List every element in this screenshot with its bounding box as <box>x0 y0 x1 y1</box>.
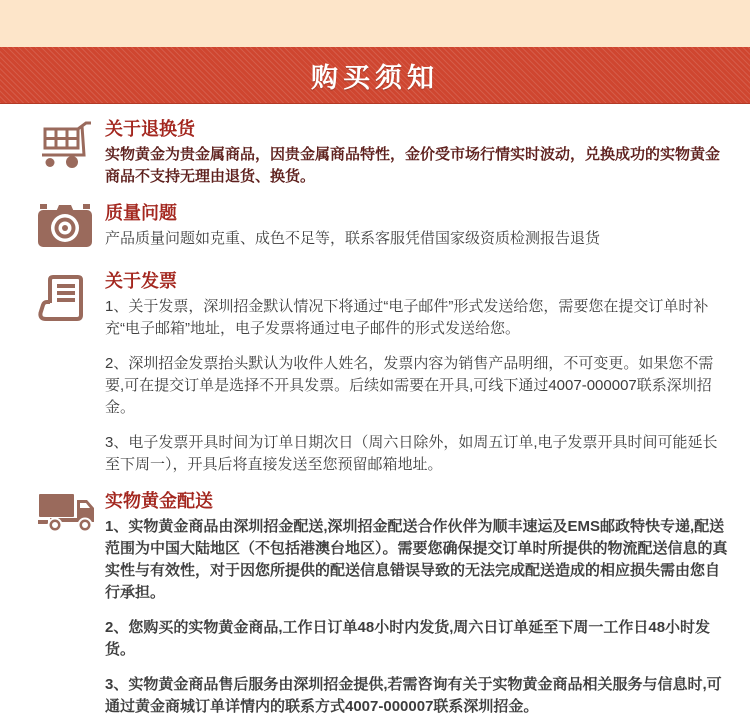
section-delivery <box>37 489 728 718</box>
section-title: 关于退换货 <box>105 119 195 139</box>
section-paragraph: 1、实物黄金商品由深圳招金配送,深圳招金配送合作伙伴为顺丰速运及EMS邮政特快专递,配送范围为中国大陆地区（不包括港澳台地区）。需要您确保提交订单时所提供的物流配送信息的真实性与有效性，对于因您所提供的配送信息错误导致的无法完成配送造成的相应损失需由您自行承担。 <box>105 518 728 601</box>
truck-icon <box>37 489 95 540</box>
section-paragraph: 2、您购买的实物黄金商品,工作日订单48小时内发货,周六日订单延至下周一工作日48小时发货。 <box>105 619 711 658</box>
section-title: 实物黄金配送 <box>105 491 213 511</box>
section-paragraph: 2、深圳招金发票抬头默认为收件人姓名，发票内容为销售产品明细，不可变更。如果您不需要,可在提交订单是选择不开具发票。后续如需要在开具,可线下通过4007-000007联系深圳招金。 <box>105 355 714 416</box>
section-paragraph: 3、电子发票开具时间为订单日期次日（周六日除外，如周五订单,电子发票开具时间可能延长至下周一），开具后将直接发送至您预留邮箱地址。 <box>105 434 718 473</box>
section-paragraph: 实物黄金为贵金属商品，因贵金属商品特性，金价受市场行情实时波动，兑换成功的实物黄金商品不支持无理由退货、换货。 <box>105 146 721 185</box>
section-paragraph: 产品质量问题如克重、成色不足等，联系客服凭借国家级资质检测报告退货 <box>105 230 601 247</box>
camera-icon <box>37 201 95 256</box>
section-title: 质量问题 <box>105 203 177 223</box>
section-paragraph: 3、实物黄金商品售后服务由深圳招金提供,若需咨询有关于实物黄金商品相关服务与信息时,可通过黄金商城订单详情内的联系方式4007-000007联系深圳招金。 <box>105 676 722 715</box>
invoice-icon <box>37 269 95 332</box>
section-invoice <box>37 269 728 476</box>
section-quality <box>37 201 728 256</box>
cart-icon <box>37 117 95 174</box>
top-strip <box>0 0 750 47</box>
page-title: 购买须知 <box>311 62 439 93</box>
section-paragraph: 1、关于发票，深圳招金默认情况下将通过“电子邮件”形式发送给您，需要您在提交订单时补充“电子邮箱”地址，电子发票将通过电子邮件的形式发送给您。 <box>105 298 709 337</box>
banner <box>0 47 750 104</box>
content <box>0 104 750 718</box>
section-title: 关于发票 <box>105 271 177 291</box>
section-returns <box>37 117 728 188</box>
